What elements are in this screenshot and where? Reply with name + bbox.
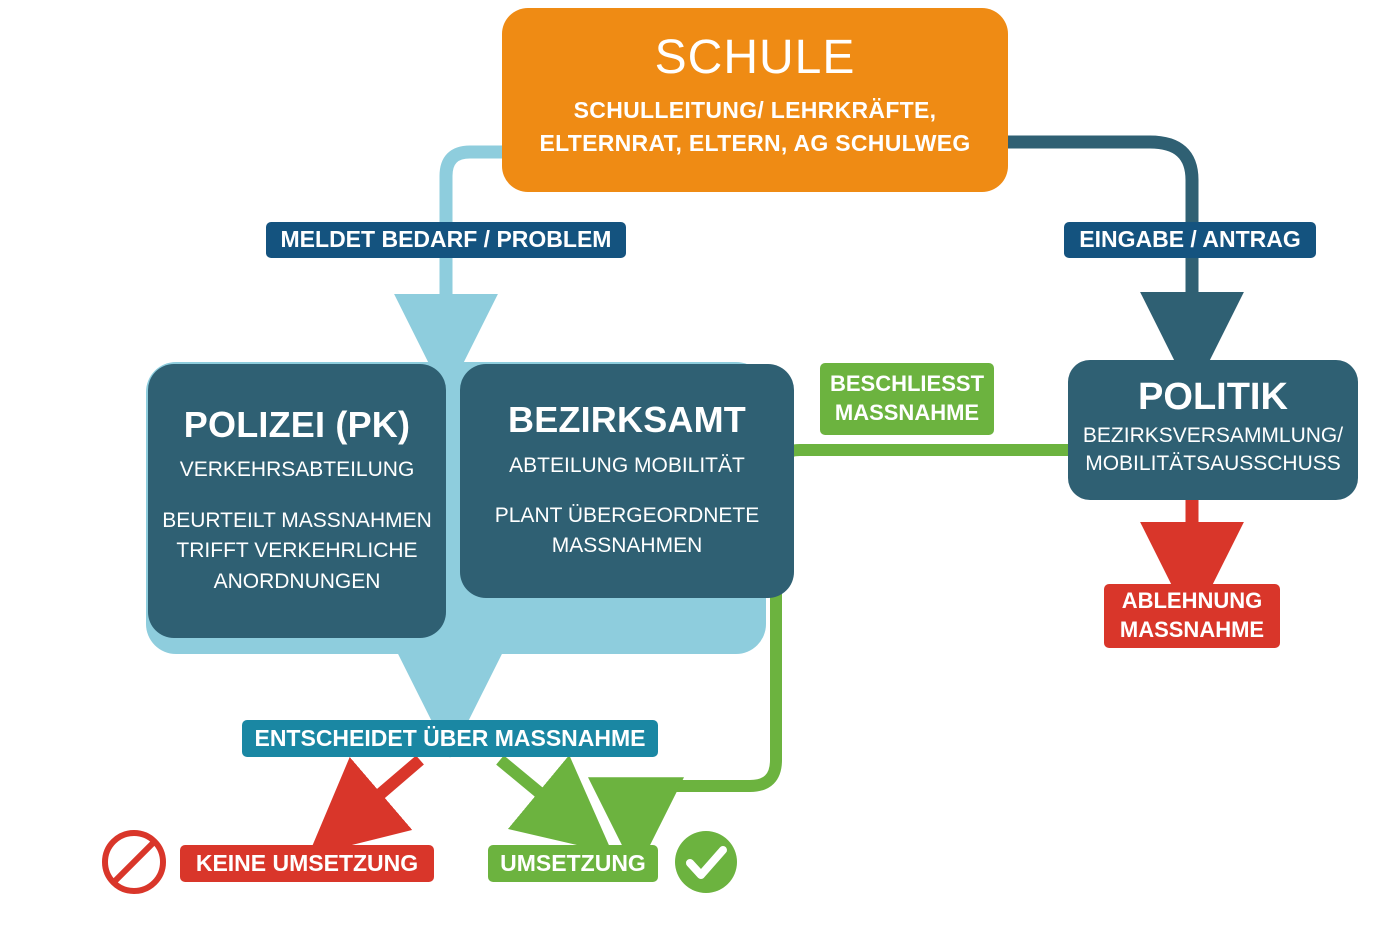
label-meldet-text: MELDET BEDARF / PROBLEM <box>280 226 612 253</box>
label-entscheidet-text: ENTSCHEIDET ÜBER MASSNAHME <box>254 724 646 751</box>
prohibited-icon <box>100 828 168 896</box>
label-keine-umsetzung <box>180 845 434 882</box>
node-polizei-detail-line3: ANORDNUNGEN <box>213 569 381 593</box>
node-polizei-detail-line2: TRIFFT VERKEHRLICHE <box>176 539 418 563</box>
node-polizei-title: POLIZEI (PK) <box>183 403 411 445</box>
node-bezirksamt[interactable] <box>460 364 794 598</box>
node-politik-subtitle-line1: BEZIRKSVERSAMMLUNG/ <box>1082 423 1344 447</box>
node-schule-subtitle-line2: ELTERNRAT, ELTERN, AG SCHULWEG <box>539 130 971 157</box>
node-schule-title: SCHULE <box>654 31 856 85</box>
label-umsetzung <box>488 845 658 882</box>
label-ablehnung-massnahme <box>1104 584 1280 648</box>
label-ablehnung-line1: ABLEHNUNG <box>1121 588 1263 614</box>
node-politik-subtitle-line2: MOBILITÄTSAUSSCHUSS <box>1085 451 1341 475</box>
label-beschliesst-line1: BESCHLIESST <box>829 371 985 397</box>
label-meldet-bedarf-problem <box>266 222 626 258</box>
label-keine-umsetzung-text: KEINE UMSETZUNG <box>195 849 419 876</box>
connector-entscheidet-to-keine-umsetzung <box>350 760 420 820</box>
node-bezirksamt-detail-line1: PLANT ÜBERGEORDNETE <box>494 504 760 527</box>
node-bezirksamt-detail-line2: MASSNAHMEN <box>551 534 703 558</box>
label-entscheidet-ueber-massnahme <box>242 720 658 757</box>
node-polizei-subtitle: VERKEHRSABTEILUNG <box>179 458 415 482</box>
check-circle-icon <box>672 828 740 896</box>
node-polizei[interactable] <box>148 364 446 638</box>
node-bezirksamt-subtitle: ABTEILUNG MOBILITÄT <box>509 453 745 477</box>
node-bezirksamt-title: BEZIRKSAMT <box>508 399 746 441</box>
label-umsetzung-text: UMSETZUNG <box>500 849 646 876</box>
node-schule-subtitle-line1: SCHULLEITUNG/ LEHRKRÄFTE, <box>573 96 937 123</box>
label-eingabe-antrag <box>1064 222 1316 258</box>
node-polizei-detail-line1: BEURTEILT MASSNAHMEN <box>162 508 432 532</box>
label-eingabe-text: EINGABE / ANTRAG <box>1079 226 1301 253</box>
node-schule[interactable] <box>502 8 1008 192</box>
label-beschliesst-line2: MASSNAHME <box>834 400 980 425</box>
connector-entscheidet-to-umsetzung <box>500 760 570 818</box>
node-politik-title: POLITIK <box>1138 375 1288 418</box>
label-ablehnung-line2: MASSNAHME <box>1119 617 1265 642</box>
label-beschliesst-massnahme <box>820 363 994 435</box>
node-politik[interactable] <box>1068 360 1358 500</box>
